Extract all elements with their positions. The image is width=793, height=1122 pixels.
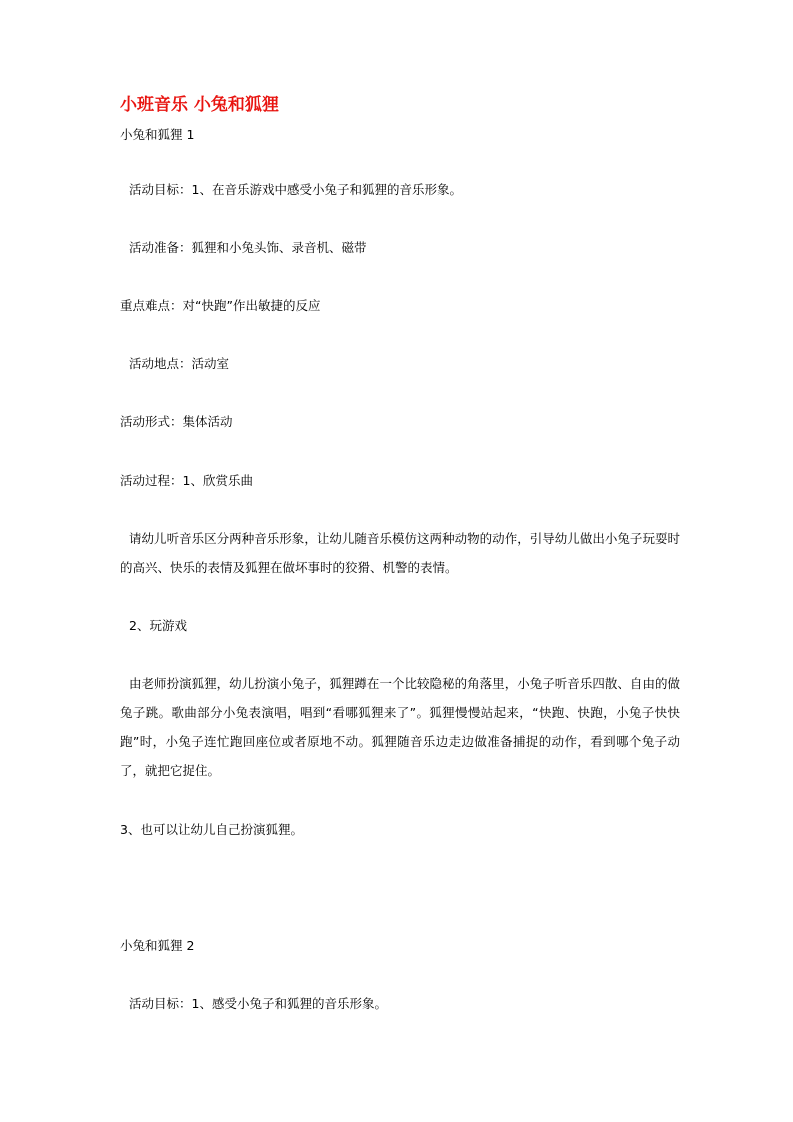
key-difficulty-1: 重点难点：对“快跑”作出敏捷的反应: [120, 298, 321, 313]
activity-location-1: 活动地点：活动室: [129, 356, 230, 371]
section-2-heading: 小兔和狐狸 2: [120, 938, 195, 953]
activity-goal-2: 活动目标：1、感受小兔子和狐狸的音乐形象。: [129, 996, 387, 1011]
activity-goal-1: 活动目标：1、在音乐游戏中感受小兔子和狐狸的音乐形象。: [129, 182, 462, 197]
document-title: 小班音乐 小兔和狐狸: [120, 95, 279, 115]
process-1-detail: 请幼儿听音乐区分两种音乐形象，让幼儿随音乐模仿这两种动物的动作，引导幼儿做出小兔子玩耍时的高兴、快乐的表情及狐狸在做坏事时的狡猾、机警的表情。: [120, 531, 680, 575]
step-2-detail: 由老师扮演狐狸，幼儿扮演小兔子，狐狸蹲在一个比较隐秘的角落里，小兔子听音乐四散、自由的做兔子跳。歌曲部分小兔表演唱，唱到“看哪狐狸来了”。狐狸慢慢站起来，“快跑、快跑，小兔子快快跑”时，小兔子连忙跑回座位或者原地不动。狐狸随音乐边走边做准备捕捉的动作，看到哪个兔子动了，就把它捉住。: [120, 676, 680, 778]
section-1-heading: 小兔和狐狸 1: [120, 127, 195, 142]
activity-process-1: 活动过程：1、欣赏乐曲: [120, 473, 253, 488]
step-2-heading: 2、玩游戏: [129, 618, 187, 633]
activity-preparation-1: 活动准备：狐狸和小兔头饰、录音机、磁带: [129, 240, 367, 255]
step-3: 3、也可以让幼儿自己扮演狐狸。: [120, 822, 303, 837]
activity-form-1: 活动形式：集体活动: [120, 414, 233, 429]
